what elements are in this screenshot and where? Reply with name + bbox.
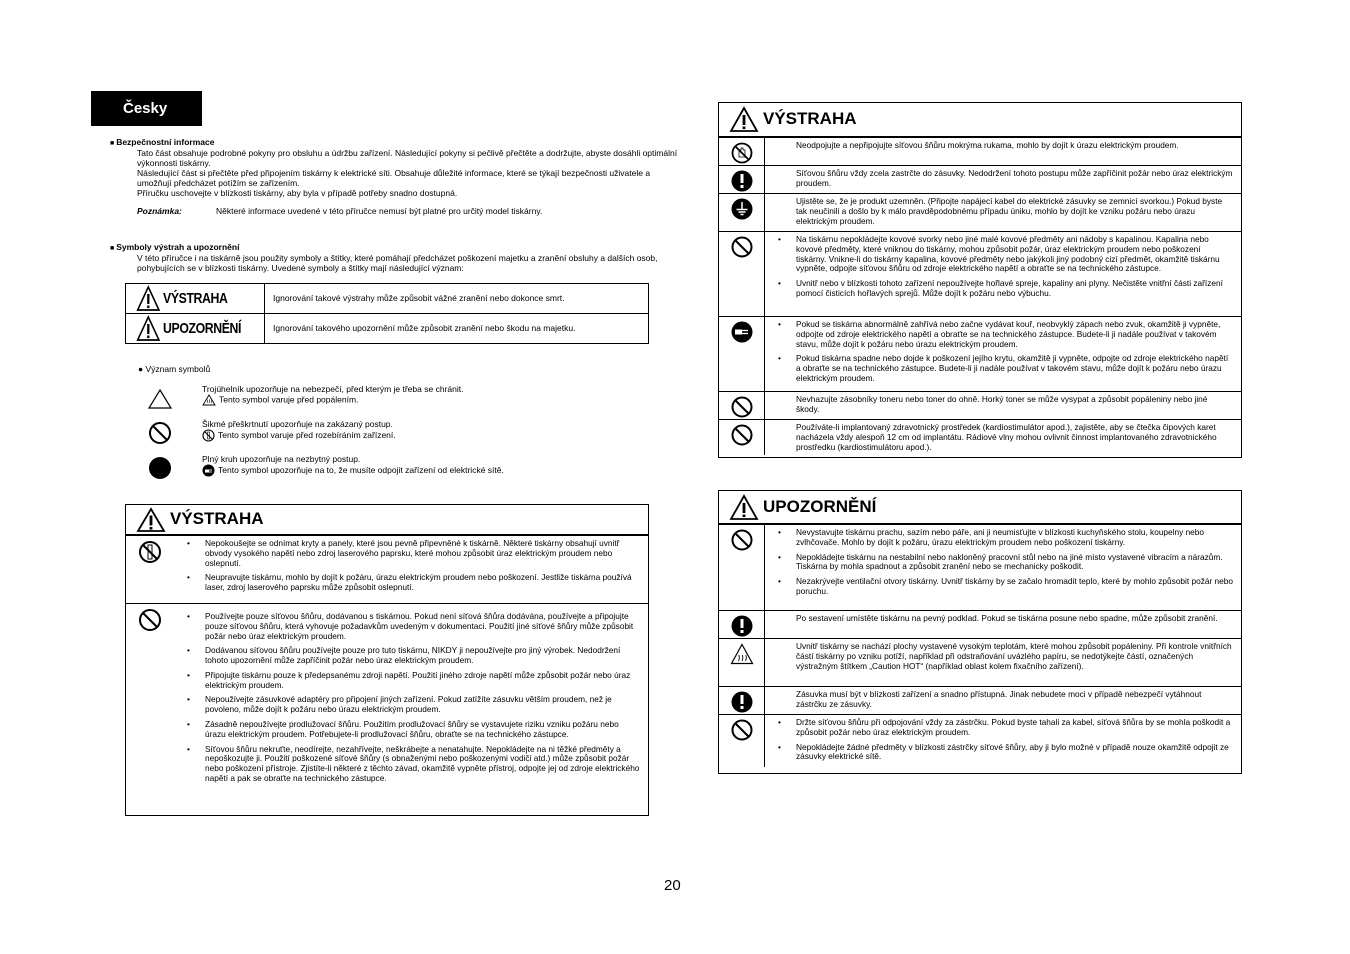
signal-word-text: UPOZORNĚNÍ [163, 319, 241, 337]
caution-row [719, 714, 1241, 767]
prohibition-icon [731, 529, 753, 551]
warning-title: VÝSTRAHA [763, 109, 857, 129]
warning-header [719, 103, 1241, 137]
symbol-meaning-example: Tento symbol varuje před popálením. [219, 394, 359, 405]
safety-info-line: Příručku uschovejte v blízkosti tiskárny, aby byla v případě potřeby snadno dostupná. [137, 188, 458, 199]
ground-icon [731, 198, 753, 220]
prohibition-icon [138, 608, 162, 632]
prohibition-icon [731, 719, 753, 741]
list-item: • Neupravujte tiskárnu, mohlo by dojít k požáru, úrazu elektrickým proudem nebo poškození. Jestliže tiskárna používá laser, zdroj laserového paprsku může způsobit oslepnutí. [184, 573, 640, 593]
signal-word-text: VÝSTRAHA [163, 289, 228, 307]
signal-word-caution [136, 315, 241, 342]
list-item: • Zásadně nepoužívejte prodlužovací šňůru. Použitím prodlužovací šňůry se vystavujete riziku vzniku požáru nebo úrazu elektrickým proudem. Potřebujete-li prodlužovací šňůru, obraťte se na technického zástupce. [184, 720, 640, 740]
list-item: • Držte síťovou šňůru při odpojování vždy za zástrčku. Pokud byste tahali za kabel, síťová šňůra by se mohla poškodit a způsobit požár nebo úraz elektrickým proudem. [775, 718, 1233, 738]
warning-triangle-icon [136, 315, 161, 342]
prohibition-icon [148, 421, 172, 445]
safety-info-title: ■ Bezpečnostní informace [110, 137, 680, 148]
symbol-meaning-row [140, 419, 660, 448]
symbol-meaning-example: Tento symbol upozorňuje na to, že musíte odpojit zařízení od elektrické sítě. [218, 464, 504, 475]
safety-info-line: Tato část obsahuje podrobné pokyny pro obsluhu a údržbu zařízení. Následující pokyny si pečlivě přečtěte a dodržujte, abyste dosáhli optimální výkonnosti tiskárny. [137, 148, 678, 169]
safety-info-line: Následující část si přečtěte před připojením tiskárny k elektrické síti. Obsahuje důležité informace, které se týkají bezpečnosti uživatele a umožňují předcházet potížím se zařízením. [137, 168, 651, 189]
warning-triangle-icon [729, 494, 759, 521]
warning-triangle-icon [136, 285, 161, 312]
symbol-meaning-title: ● Význam symbolů [138, 364, 211, 374]
row-text: Neodpojujte a nepřipojujte síťovou šňůru mokrýma rukama, mohlo by dojít k úrazu elektrickým proudem. [796, 140, 1179, 150]
legend-row [126, 284, 649, 314]
triangle-icon [147, 388, 173, 410]
legend-text: Ignorování takového upozornění může způsobit zranění nebo škodu na majetku. [265, 314, 649, 344]
symbol-meaning-text: Šikmé přeškrtnutí upozorňuje na zakázaný postup. [202, 419, 393, 429]
burn-warning-icon [202, 394, 216, 406]
safety-info-section [110, 137, 680, 216]
list-item: • Nepoužívejte zásuvkové adaptéry pro připojení jiných zařízení. Pokud zatížíte zásuvku větším proudem, než je povoleno, může dojít k požáru nebo úrazu elektrickým proudem. [184, 695, 640, 715]
legend-text: Ignorování takové výstrahy může způsobit vážné zranění nebo dokonce smrt. [265, 284, 649, 314]
no-disassembly-icon [138, 540, 162, 564]
row-text: Používáte-li implantovaný zdravotnický prostředek (kardiostimulátor apod.), zajistěte, aby se čtečka čipových karet nacházela vždy alespoň 12 cm od implantátu. Rádiové vlny mohou ovlivnit činnost implantovaného zdravotnického prostředku (kardiostimulátoru apod.). [796, 422, 1217, 452]
signal-word-warning [136, 285, 241, 312]
note [110, 206, 680, 216]
list-item: • Pokud se tiskárna abnormálně zahřívá nebo začne vydávat kouř, neobvyklý zápach nebo zvuk, okamžitě ji vypněte, odpojte od zdroje elektrického napětí a obraťte se na technického zástupce. Budete-li ji nadále používat v takovém stavu, může dojít k požáru nebo úrazu elektrickým proudem. [775, 320, 1233, 349]
row-text: Nevhazujte zásobníky toneru nebo toner do ohně. Horký toner se může vysypat a způsobit popáleniny nebo jiné škody. [796, 394, 1208, 414]
unplug-icon [731, 321, 753, 343]
list-item: • Dodávanou síťovou šňůru používejte pouze pro tuto tiskárnu, NIKDY ji nepoužívejte pro jiný výrobek. Nedodržení tohoto upozornění může zapříčinit požár nebo úraz elektrickým proudem. [184, 646, 640, 666]
symbols-title: ■ Symboly výstrah a upozornění [110, 242, 680, 253]
symbol-meaning-row [140, 454, 660, 483]
warning-row [126, 535, 648, 603]
list-item: • Nezakrývejte ventilační otvory tiskárny. Uvnitř tiskárny by se začalo hromadit teplo, které by mohlo způsobit požár nebo poruchu. [775, 577, 1233, 597]
warning-header [126, 505, 648, 535]
warning-row [719, 193, 1241, 231]
row-text: Síťovou šňůru vždy zcela zastrčte do zásuvky. Nedodržení tohoto postupu může zapříčinit požár nebo úraz elektrickým proudem. [796, 168, 1233, 188]
mandatory-icon [731, 615, 753, 637]
caution-header [719, 491, 1241, 524]
symbol-meaning-text: Trojúhelník upozorňuje na nebezpečí, před kterým je třeba se chránit. [202, 384, 464, 394]
list-item: • Připojujte tiskárnu pouze k předepsanému zdroji napětí. Použití jiného zdroje napětí může způsobit požár nebo úraz elektrickým proudem. [184, 671, 640, 691]
mandatory-icon [731, 170, 753, 192]
filled-circle-icon [148, 456, 172, 480]
legend-row [126, 314, 649, 344]
list-item: • Na tiskárnu nepokládejte kovové svorky nebo jiné malé kovové předměty ani nádoby s kapalinou. Kapalina nebo kovové předměty, které vniknou do tiskárny, mohou způsobit požár, úraz elektrickým proudem nebo poškození tiskárny. Vnikne-li do tiskárny kapalina, kovové předměty nebo jakýkoli jiný podobný cizí předmět, okamžitě tiskárnu vypněte, odpojte síťovou šňůru od zdroje elektrického napětí a obraťte se na technického zástupce. [775, 235, 1233, 274]
warning-triangle-icon [729, 106, 759, 133]
right-caution-box [718, 490, 1242, 774]
right-warning-box [718, 102, 1242, 458]
signal-word-legend [125, 283, 649, 344]
warning-row [126, 603, 648, 789]
list-item: • Nevystavujte tiskárnu prachu, sazím nebo páře, ani ji neumisťujte v blízkosti kuchyňského stolu, koupelny nebo zvlhčovače. Mohlo by dojít k požáru, úrazu elektrickým proudem nebo poškození tiskárny. [775, 528, 1233, 548]
unplug-icon [202, 464, 215, 477]
symbols-text: V této příručce i na tiskárně jsou použity symboly a štítky, které pomáhají předcházet poškození majetku a zranění obsluhy a dalších osob, pohybujících se v blízkosti tiskárny. Uvedené symboly a štítky mají následující význam: [137, 253, 658, 274]
caution-row [719, 686, 1241, 714]
left-warning-box [125, 504, 649, 816]
mandatory-icon [731, 691, 753, 713]
symbol-meaning-example: Tento symbol varuje před rozebíráním zařízení. [218, 429, 396, 440]
caution-row [719, 638, 1241, 686]
list-item: • Síťovou šňůru nekruťte, neodírejte, nezahřívejte, neškrábejte a nenatahujte. Nepokládejte na ni těžké předměty a nepoškozujte ji. Použití poškozené síťové šňůry (s obnaženými nebo poškozenými vodiči atd.) může způsobit požár nebo poškození přístroje. Zjistíte-li některé z těchto závad, okamžitě vypněte přístroj, odpojte jej od zdroje elektrického napětí a pak se obraťte na technického zástupce. [184, 745, 640, 784]
warning-row [719, 391, 1241, 419]
symbols-section [110, 242, 680, 273]
prohibition-icon [731, 424, 753, 446]
list-item: • Nepokládejte tiskárnu na nestabilní nebo nakloněný pracovní stůl nebo na jiné místo vystavené vibracím a nárazům. Tiskárna by mohla spadnout a způsobit zranění nebo se mechanicky poškodit. [775, 553, 1233, 573]
note-label: Poznámka: [137, 206, 182, 217]
language-tab: Česky [91, 91, 202, 126]
caution-title: UPOZORNĚNÍ [763, 496, 877, 516]
list-item: • Pokud tiskárna spadne nebo dojde k poškození jejího krytu, okamžitě ji vypněte, odpojte od zdroje elektrického napětí a obraťte se na technického zástupce. Budete-li ji nadále používat v takovém stavu, může dojít k požáru nebo úrazu elektrickým proudem. [775, 354, 1233, 383]
row-text: Uvnitř tiskárny se nachází plochy vystavené vysokým teplotám, které mohou způsobit popáleniny. Při kontrole vnitřních částí tiskárny po vzniku potíží, například při odstraňování uvázlého papíru, se nedotýkejte částí, označených výstražným štítkem „Caution HOT“ (například oblast kolem fixačního zařízení). [796, 641, 1232, 671]
warning-row [719, 419, 1241, 455]
warning-row [719, 316, 1241, 391]
hot-surface-icon [730, 643, 754, 665]
row-text: Ujistěte se, že je produkt uzemněn. (Připojte napájecí kabel do elektrické zásuvky se zemnicí svorkou.) Pokud byste tak neučinili a došlo by k málo pravděpodobnému případu úniku, mohlo by dojít ke vzniku požáru nebo úrazu elektrickým proudem. [796, 196, 1223, 226]
warning-title: VÝSTRAHA [170, 509, 264, 529]
symbol-meaning-row [140, 384, 660, 413]
row-text: Po sestavení umístěte tiskárnu na pevný podklad. Pokud se tiskárna posune nebo spadne, může způsobit zranění. [796, 613, 1218, 623]
list-item: • Používejte pouze síťovou šňůru, dodávanou s tiskárnou. Pokud není síťová šňůra dodávána, používejte a připojujte pouze síťovou šňůru, která vyhovuje požadavkům uvedeným v dokumentaci. Použití jiné síťové šňůry může způsobit požár nebo úraz elektrickým proudem. [184, 612, 640, 641]
prohibition-icon [731, 236, 753, 258]
caution-row [719, 610, 1241, 638]
caution-row [719, 524, 1241, 610]
page-number: 20 [664, 877, 681, 894]
note-text: Některé informace uvedené v této příručce nemusí být platné pro určitý model tiskárny. [216, 206, 543, 217]
row-text: Zásuvka musí být v blízkosti zařízení a snadno přístupná. Jinak nebudete moci v případě nebezpečí vytáhnout zástrčku ze zásuvky. [796, 689, 1202, 709]
list-item: • Uvnitř nebo v blízkosti tohoto zařízení nepoužívejte hořlavé spreje, kapaliny ani plyny. Nečistěte vnitřní části zařízení pomocí čisticích hořlavých sprejů. Může dojít k požáru nebo výbuchu. [775, 279, 1233, 299]
warning-row [719, 137, 1241, 165]
warning-triangle-icon [136, 507, 166, 533]
no-disassembly-icon [202, 429, 215, 442]
warning-row [719, 165, 1241, 193]
no-wet-hands-icon [731, 142, 753, 164]
warning-row [719, 231, 1241, 316]
list-item: • Nepokoušejte se odnímat kryty a panely, které jsou pevně připevněné k tiskárně. Některé tiskárny obsahují uvnitř obvody vysokého napětí nebo zdroj laserového paprsku, které mohou způsobit úraz elektrickým proudem nebo oslepnutí. [184, 539, 640, 568]
prohibition-icon [731, 396, 753, 418]
list-item: • Nepokládejte žádné předměty v blízkosti zástrčky síťové šňůry, aby ji bylo možné v případě nouze okamžitě odpojit ze zásuvky elektrické sítě. [775, 743, 1233, 763]
symbol-meaning-text: Plný kruh upozorňuje na nezbytný postup. [202, 454, 361, 464]
